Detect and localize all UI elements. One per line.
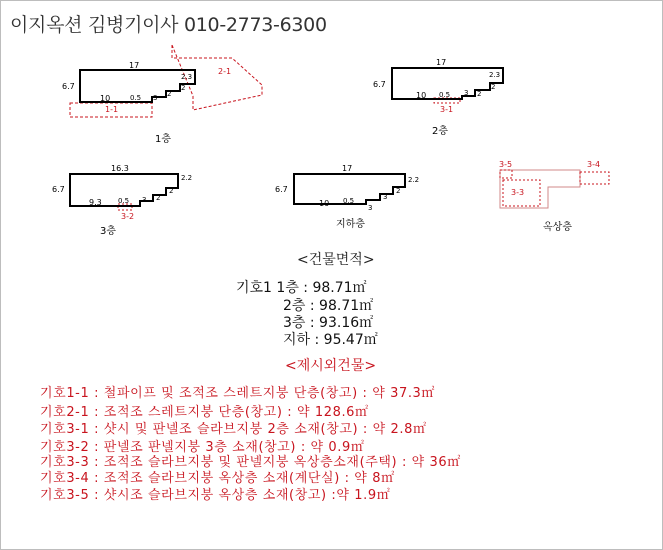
floor2-dim-step2: 3 <box>464 89 469 97</box>
floor2-plan <box>373 58 503 137</box>
floor2-label: 2층 <box>432 126 449 137</box>
building-area-row-2: 2층 : 98.71㎡ <box>283 298 374 314</box>
floor1-dim-right2: 2 <box>181 84 186 92</box>
floor3-dim-right2: 2 <box>169 187 174 195</box>
annex-3-5-outline <box>500 170 512 178</box>
rooftop-annex-label-3-5: 3-5 <box>499 160 513 169</box>
page-title: 이지옥션 김병기이사 010-2773-6300 <box>10 14 327 36</box>
rooftop-label: 옥상층 <box>543 222 572 233</box>
floor3-plan <box>52 164 192 237</box>
annex-row-3-2: 기호3-2 : 판넬조 판넬지붕 3층 소재(창고) : 약 0.9㎡ <box>40 440 365 455</box>
basement-dim-step1: 0.5 <box>343 197 355 205</box>
floor2-dim-step1: 0.5 <box>439 91 451 99</box>
floor1-dim-right3: 2 <box>167 90 172 98</box>
floor2-dim-bottom: 10 <box>416 91 427 100</box>
floor1-annex-label-1-1: 1-1 <box>105 105 119 114</box>
annex-row-3-1: 기호3-1 : 샷시 및 판넬조 슬라브지붕 2층 소재(창고) : 약 2.8㎡ <box>40 422 427 437</box>
rooftop-annex-label-3-4: 3-4 <box>587 160 601 169</box>
annex-row-1-1: 기호1-1 : 철파이프 및 조적조 스레트지붕 단층(창고) : 약 37.3㎡ <box>40 386 436 401</box>
basement-dim-bottom: 10 <box>319 199 330 208</box>
floor1-dim-step1: 0.5 <box>130 94 142 102</box>
floor1-dim-bottom: 10 <box>100 94 111 103</box>
annex-title: <제시외건물> <box>285 358 377 374</box>
floor3-dim-left: 6.7 <box>52 185 65 194</box>
annex-row-3-5: 기호3-5 : 샷시조 슬라브지붕 옥상층 소재(창고) :약 1.9㎡ <box>40 488 391 503</box>
floor3-dim-top: 16.3 <box>111 164 129 173</box>
floor3-dim-step1: 0.5 <box>118 197 130 205</box>
basement-dim-right3: 3 <box>383 193 388 201</box>
floor3-dim-right1: 2.2 <box>181 174 193 182</box>
basement-dim-left: 6.7 <box>275 185 288 194</box>
floor1-label: 1층 <box>155 134 172 145</box>
floor3-dim-right3: 2 <box>156 194 161 202</box>
floor1-dim-right1: 2.3 <box>181 73 193 81</box>
rooftop-plan <box>499 160 609 233</box>
floor2-annex-label-3-1: 3-1 <box>440 105 454 114</box>
basement-dim-right1: 2.2 <box>408 176 420 184</box>
building-area-row-1: 기호1 1층 : 98.71㎡ <box>236 280 367 296</box>
basement-dim-step2: 3 <box>368 204 373 212</box>
rooftop-annex-label-3-3: 3-3 <box>511 188 525 197</box>
building-area-title: <건물면적> <box>297 252 375 268</box>
floor1-plan <box>62 45 262 145</box>
building-area-row-4: 지하 : 95.47㎡ <box>283 332 378 348</box>
floor3-label: 3층 <box>100 226 117 237</box>
floor3-annex-label-3-2: 3-2 <box>121 212 135 221</box>
annex-3-4-outline <box>580 172 609 184</box>
floor2-dim-top: 17 <box>436 58 447 67</box>
basement-plan <box>275 164 419 230</box>
floor3-dim-step2: 3 <box>142 196 147 204</box>
floor3-dim-bottom: 9.3 <box>89 198 102 207</box>
annex-row-2-1: 기호2-1 : 조적조 스레트지붕 단층(창고) : 약 128.6㎡ <box>40 405 369 420</box>
floor1-dim-left: 6.7 <box>62 82 75 91</box>
floor2-dim-right3: 2 <box>477 90 482 98</box>
floor1-annex-label-2-1: 2-1 <box>218 67 232 76</box>
annex-row-3-4: 기호3-4 : 조적조 슬라브지붕 옥상층 소재(계단실) : 약 8㎡ <box>40 471 395 486</box>
floor1-dim-step2: 3 <box>153 94 158 102</box>
floor-plans <box>0 0 663 240</box>
floor2-dim-left: 6.7 <box>373 80 386 89</box>
basement-dim-top: 17 <box>342 164 353 173</box>
basement-dim-right2: 2 <box>396 187 401 195</box>
floor2-dim-right2: 2 <box>491 83 496 91</box>
floor2-dim-right1: 2.3 <box>489 71 501 79</box>
annex-row-3-3: 기호3-3 : 조적조 슬라브지붕 및 판넬지붕 옥상층소재(주택) : 약 36㎡ <box>40 455 461 470</box>
basement-label: 지하층 <box>336 219 365 230</box>
building-area-row-3: 3층 : 93.16㎡ <box>283 315 374 331</box>
floor1-dim-top: 17 <box>129 61 140 70</box>
